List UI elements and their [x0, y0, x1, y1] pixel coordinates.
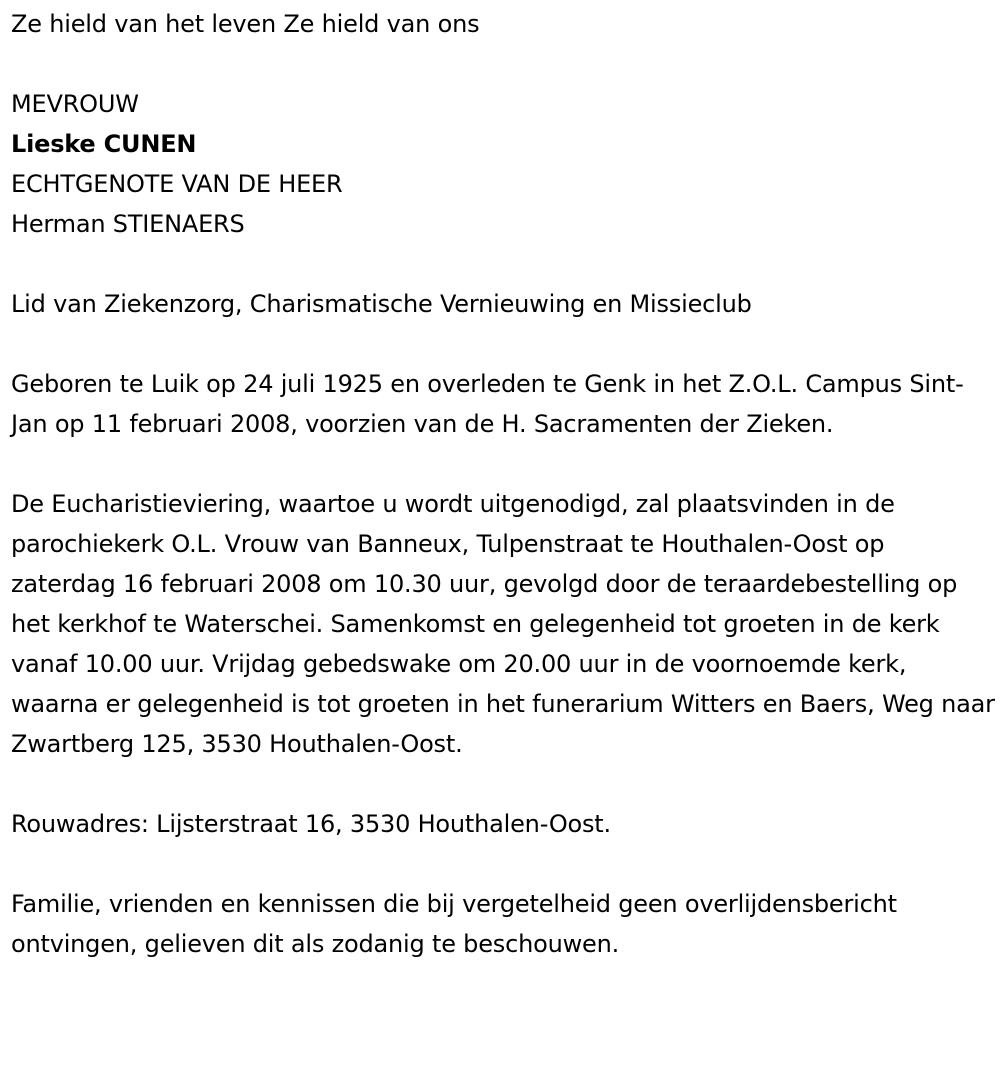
- birth-death-paragraph: Geboren te Luik op 24 juli 1925 en overleden te Genk in het Z.O.L. Campus Sint-Jan op 11 februari 2008, voorzien van de H. Sacramenten der Zieken.: [11, 370, 964, 438]
- relation-line: ECHTGENOTE VAN DE HEER: [11, 170, 343, 198]
- deceased-name: Lieske CUNEN: [11, 130, 197, 158]
- mourning-address: Rouwadres: Lijsterstraat 16, 3530 Houthalen-Oost.: [11, 810, 611, 838]
- obituary-notice: [11, 4, 996, 964]
- membership-line: Lid van Ziekenzorg, Charismatische Vernieuwing en Missieclub: [11, 290, 752, 318]
- honorific: MEVROUW: [11, 90, 139, 118]
- motto: Ze hield van het leven Ze hield van ons: [11, 10, 480, 38]
- spouse-name: Herman STIENAERS: [11, 210, 245, 238]
- ceremony-paragraph: De Eucharistieviering, waartoe u wordt uitgenodigd, zal plaatsvinden in de parochiekerk O.L. Vrouw van Banneux, Tulpenstraat te Houthalen-Oost op zaterdag 16 februari 2008 om 10.30 uur, gevolgd door de teraardebestelling op het kerkhof te Waterschei. Samenkomst en gelegenheid tot groeten in de kerk vanaf 10.00 uur. Vrijdag gebedswake om 20.00 uur in de voornoemde kerk, waarna er gelegenheid is tot groeten in het funerarium Witters en Baers, Weg naar Zwartberg 125, 3530 Houthalen-Oost.: [11, 490, 995, 758]
- closing-paragraph: Familie, vrienden en kennissen die bij vergetelheid geen overlijdensbericht ontvingen, gelieven dit als zodanig te beschouwen.: [11, 890, 897, 958]
